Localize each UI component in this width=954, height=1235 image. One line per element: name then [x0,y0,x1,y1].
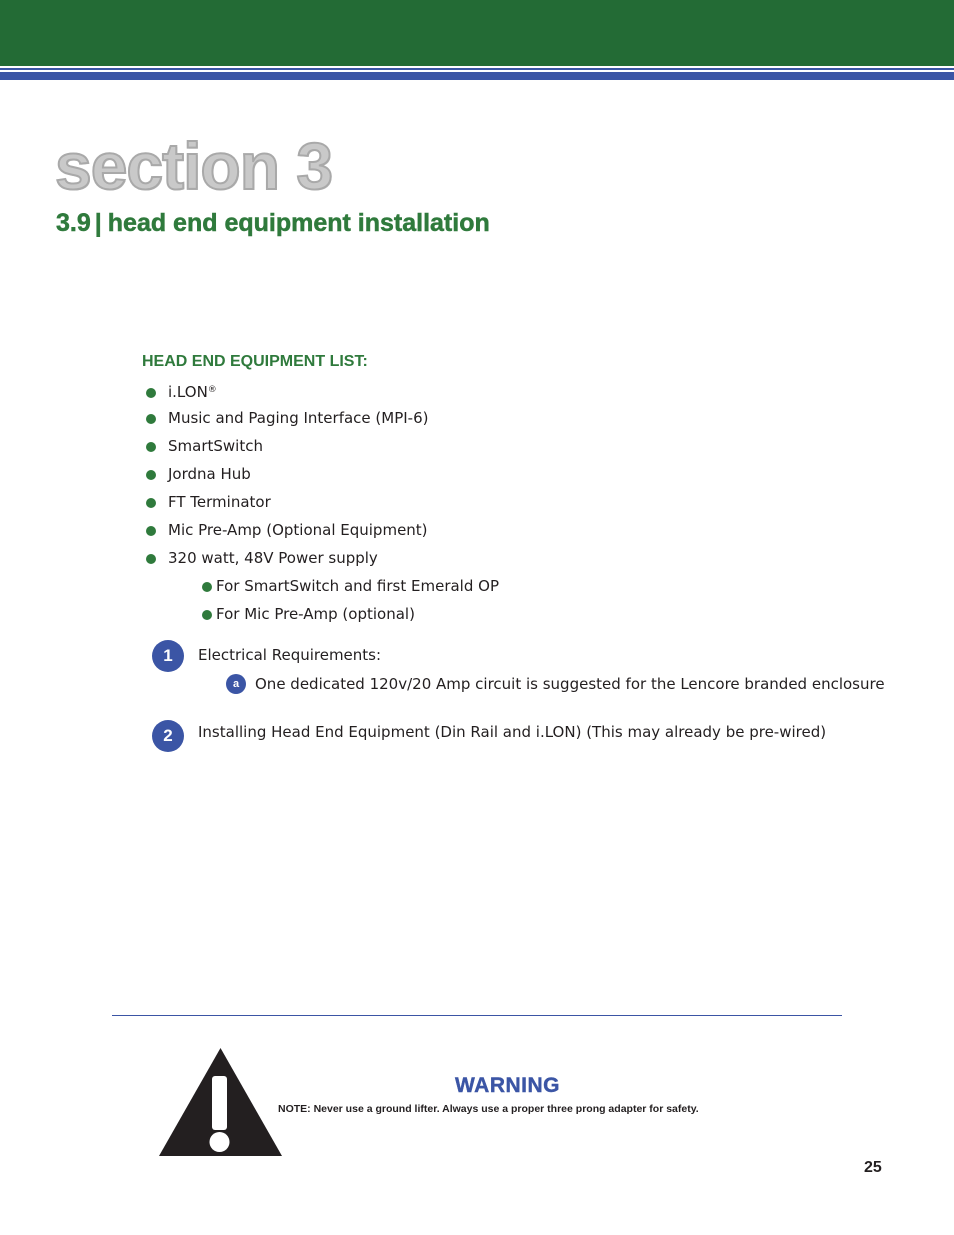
section-title: section 3 [55,129,333,203]
step-number-badge: 1 [152,640,184,672]
bullet-icon [146,498,156,508]
bullet-icon [202,582,212,592]
bullet-icon [146,554,156,564]
warning-triangle-icon [157,1046,284,1158]
equipment-list-heading: HEAD END EQUIPMENT LIST: [142,353,368,370]
step-text: Electrical Requirements: [198,646,382,664]
section-heading: head end equipment installation [107,209,490,237]
list-item: i.LON® [146,378,217,402]
substep-letter-badge: a [226,674,246,694]
step-number-badge: 2 [152,720,184,752]
registered-mark: ® [207,385,217,395]
section-number: 3.9 [56,209,91,237]
list-item: Mic Pre-Amp (Optional Equipment) [146,518,428,542]
list-item: 320 watt, 48V Power supply [146,546,378,570]
bullet-icon [146,442,156,452]
step-text: Installing Head End Equipment (Din Rail and i.LON) (This may already be pre-wired) [198,723,827,741]
list-item: FT Terminator [146,490,271,514]
list-item: SmartSwitch [146,434,263,458]
header-band [0,0,954,66]
bullet-icon [146,414,156,424]
list-item: Music and Paging Interface (MPI-6) [146,406,428,430]
page-number: 25 [864,1159,882,1176]
bullet-icon [146,388,156,398]
bullet-icon [146,470,156,480]
section-subtitle [56,206,490,240]
bullet-icon [146,526,156,536]
list-subitem: For Mic Pre-Amp (optional) [202,602,415,626]
warning-title: WARNING [455,1074,560,1097]
divider [112,1015,842,1016]
substep-text: One dedicated 120v/20 Amp circuit is suggested for the Lencore branded enclosure [255,675,885,693]
header-stripe-thick [0,72,954,80]
header-stripe-thin [0,68,954,70]
bullet-icon [202,610,212,620]
list-subitem: For SmartSwitch and first Emerald OP [202,574,499,598]
warning-note: NOTE: Never use a ground lifter. Always use a proper three prong adapter for safety. [278,1103,699,1115]
list-item: Jordna Hub [146,462,251,486]
section-separator: | [94,209,102,237]
